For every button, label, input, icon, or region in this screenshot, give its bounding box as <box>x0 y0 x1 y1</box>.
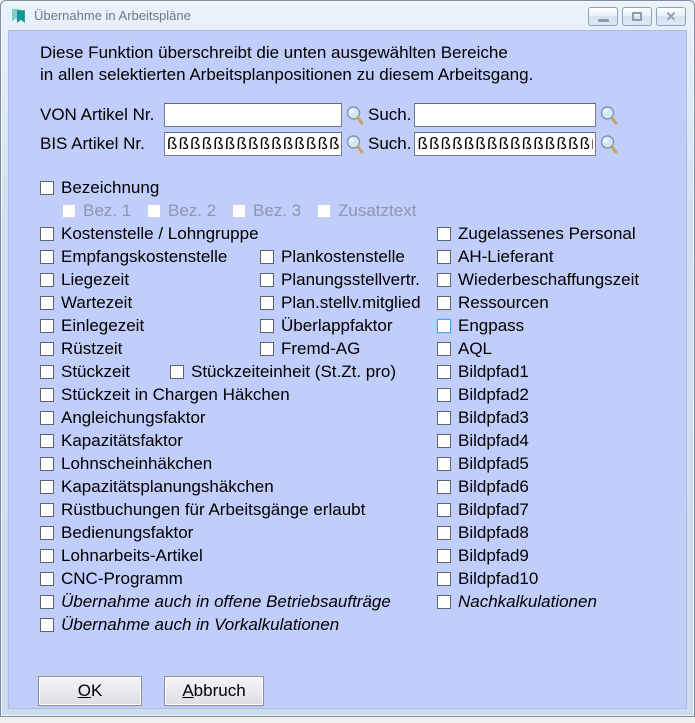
checkbox-row <box>9 590 686 613</box>
checkbox-row <box>9 291 686 314</box>
abbruch-button-label: A <box>182 681 194 700</box>
von-artikel-row <box>40 102 622 128</box>
close-button[interactable] <box>656 7 686 26</box>
checkbox-item-liegezeit[interactable] <box>40 268 129 291</box>
checkbox-bezeichnung[interactable] <box>40 181 54 195</box>
checkbox-item-stueckzeiteinheit[interactable] <box>170 360 396 383</box>
checkbox-label-bildpfad1: Bildpfad1 <box>458 361 529 381</box>
checkbox-label-empfangskostenstelle: Empfangskostenstelle <box>61 246 228 266</box>
checkbox-label-uebernahme-offene-betriebsauftraege: Übernahme auch in offene Betriebsaufträge <box>61 591 391 611</box>
checkbox-uebernahme-vorkalkulationen[interactable] <box>40 618 54 632</box>
checkbox-label-plankostenstelle: Plankostenstelle <box>281 246 405 266</box>
maximize-button[interactable] <box>622 7 652 26</box>
ok-button-label: O <box>77 681 91 700</box>
search-icon[interactable] <box>345 105 365 126</box>
checkbox-label-bez-2: Bez. 2 <box>168 200 217 220</box>
checkbox-item-ruestbuchungen-fuer-arbeitsgaenge-erlaubt[interactable] <box>40 498 365 521</box>
checkbox-bez-3 <box>232 204 246 218</box>
checkbox-bildpfad7[interactable] <box>437 503 451 517</box>
checkbox-angleichungsfaktor[interactable] <box>40 411 54 425</box>
app-bookmark-icon <box>11 8 27 24</box>
ok-button-label-rest: K <box>90 681 103 700</box>
checkbox-label-bez-3: Bez. 3 <box>253 200 302 220</box>
checkbox-bildpfad1[interactable] <box>437 365 451 379</box>
checkbox-label-cnc-programm: CNC-Programm <box>61 568 183 588</box>
von-such-input[interactable] <box>414 103 596 127</box>
checkbox-item-bildpfad8[interactable] <box>437 521 529 544</box>
checkbox-label-ueberlappfaktor: Überlappfaktor <box>281 315 393 335</box>
checkbox-label-ressourcen: Ressourcen <box>458 292 549 312</box>
checkbox-item-bez-3 <box>232 199 301 222</box>
checkbox-item-engpass[interactable] <box>437 314 524 337</box>
checkbox-row <box>9 245 686 268</box>
checkbox-label-stueckzeit: Stückzeit <box>61 361 130 381</box>
bis-artikel-label: BIS Artikel Nr. <box>40 134 145 153</box>
bis-artikel-input[interactable] <box>164 132 342 156</box>
checkbox-row <box>9 429 686 452</box>
checkbox-grid <box>9 176 686 636</box>
checkbox-item-fremd-ag[interactable] <box>260 337 360 360</box>
checkbox-row <box>9 475 686 498</box>
checkbox-item-kostenstelle-lohngruppe[interactable] <box>40 222 259 245</box>
checkbox-item-lohnscheinhaekchen[interactable] <box>40 452 212 475</box>
checkbox-planungsstellvertr[interactable] <box>260 273 274 287</box>
checkbox-label-zusatztext: Zusatztext <box>338 200 417 220</box>
checkbox-row <box>9 176 686 199</box>
search-icon[interactable] <box>599 105 619 126</box>
checkbox-label-engpass: Engpass <box>458 315 525 335</box>
checkbox-plan-stellv-mitglied[interactable] <box>260 296 274 310</box>
title-bar[interactable] <box>1 1 694 30</box>
bis-such-label: Such. <box>368 134 412 153</box>
checkbox-zusatztext <box>317 204 331 218</box>
checkbox-ruestbuchungen-fuer-arbeitsgaenge-erlaubt[interactable] <box>40 503 54 517</box>
checkbox-label-plan-stellv-mitglied: Plan.stellv.mitglied <box>281 292 421 312</box>
checkbox-aql[interactable] <box>437 342 451 356</box>
checkbox-bildpfad2[interactable] <box>437 388 451 402</box>
checkbox-label-stueckzeit-in-chargen-haekchen: Stückzeit in Chargen Häkchen <box>61 384 290 404</box>
checkbox-label-wiederbeschaffungszeit: Wiederbeschaffungszeit <box>458 269 640 289</box>
checkbox-ah-lieferant[interactable] <box>437 250 451 264</box>
checkbox-bildpfad6[interactable] <box>437 480 451 494</box>
checkbox-label-bildpfad2: Bildpfad2 <box>458 384 529 404</box>
minimize-button[interactable] <box>588 7 618 26</box>
checkbox-item-bildpfad5[interactable] <box>437 452 529 475</box>
checkbox-item-zugelassenes-personal[interactable] <box>437 222 636 245</box>
checkbox-row <box>9 498 686 521</box>
checkbox-label-aql: AQL <box>458 338 493 358</box>
checkbox-empfangskostenstelle[interactable] <box>40 250 54 264</box>
checkbox-item-bildpfad1[interactable] <box>437 360 529 383</box>
checkbox-label-kapazitaetsplanungshaekchen: Kapazitätsplanungshäkchen <box>61 476 274 496</box>
checkbox-item-stueckzeit[interactable] <box>40 360 130 383</box>
checkbox-label-bedienungsfaktor: Bedienungsfaktor <box>61 522 194 542</box>
checkbox-label-lohnarbeits-artikel: Lohnarbeits-Artikel <box>61 545 203 565</box>
checkbox-fremd-ag[interactable] <box>260 342 274 356</box>
checkbox-item-ueberlappfaktor[interactable] <box>260 314 393 337</box>
checkbox-label-bildpfad8: Bildpfad8 <box>458 522 529 542</box>
checkbox-label-angleichungsfaktor: Angleichungsfaktor <box>61 407 206 427</box>
intro-line-1: Diese Funktion überschreibt die unten ausgewählten Bereiche <box>40 43 508 62</box>
checkbox-bildpfad9[interactable] <box>437 549 451 563</box>
checkbox-row <box>9 452 686 475</box>
checkbox-label-bez-1: Bez. 1 <box>83 200 132 220</box>
checkbox-bildpfad8[interactable] <box>437 526 451 540</box>
checkbox-bez-2 <box>147 204 161 218</box>
checkbox-label-bildpfad10: Bildpfad10 <box>458 568 539 588</box>
minimize-icon <box>598 19 609 22</box>
checkbox-label-ah-lieferant: AH-Lieferant <box>458 246 554 266</box>
checkbox-label-kostenstelle-lohngruppe: Kostenstelle / Lohngruppe <box>61 223 259 243</box>
checkbox-item-planungsstellvertr[interactable] <box>260 268 420 291</box>
checkbox-item-bildpfad7[interactable] <box>437 498 529 521</box>
checkbox-item-plankostenstelle[interactable] <box>260 245 405 268</box>
checkbox-zugelassenes-personal[interactable] <box>437 227 451 241</box>
checkbox-label-liegezeit: Liegezeit <box>61 269 130 289</box>
checkbox-liegezeit[interactable] <box>40 273 54 287</box>
checkbox-item-kapazitaetsfaktor[interactable] <box>40 429 183 452</box>
dialog-content <box>8 30 687 709</box>
window-controls <box>584 7 686 26</box>
checkbox-cnc-programm[interactable] <box>40 572 54 586</box>
checkbox-item-bildpfad4[interactable] <box>437 429 529 452</box>
checkbox-label-bildpfad4: Bildpfad4 <box>458 430 529 450</box>
checkbox-item-bildpfad3[interactable] <box>437 406 529 429</box>
checkbox-label-bildpfad3: Bildpfad3 <box>458 407 529 427</box>
checkbox-row <box>9 199 686 222</box>
checkbox-ueberlappfaktor[interactable] <box>260 319 274 333</box>
checkbox-item-ressourcen[interactable] <box>437 291 549 314</box>
checkbox-kapazitaetsplanungshaekchen[interactable] <box>40 480 54 494</box>
checkbox-row <box>9 521 686 544</box>
checkbox-item-wiederbeschaffungszeit[interactable] <box>437 268 639 291</box>
checkbox-row <box>9 314 686 337</box>
checkbox-item-kapazitaetsplanungshaekchen[interactable] <box>40 475 274 498</box>
checkbox-row <box>9 544 686 567</box>
von-such-label: Such. <box>368 105 412 124</box>
ok-button[interactable] <box>38 676 142 706</box>
checkbox-label-fremd-ag: Fremd-AG <box>281 338 361 358</box>
checkbox-item-bildpfad10[interactable] <box>437 567 538 590</box>
checkbox-row <box>9 567 686 590</box>
checkbox-item-bedienungsfaktor[interactable] <box>40 521 193 544</box>
checkbox-stueckzeiteinheit[interactable] <box>170 365 184 379</box>
checkbox-item-lohnarbeits-artikel[interactable] <box>40 544 203 567</box>
checkbox-label-stueckzeiteinheit: Stückzeiteinheit (St.Zt. pro) <box>191 361 397 381</box>
checkbox-item-angleichungsfaktor[interactable] <box>40 406 206 429</box>
checkbox-row <box>9 613 686 636</box>
checkbox-item-plan-stellv-mitglied[interactable] <box>260 291 421 314</box>
checkbox-item-ruestzeit[interactable] <box>40 337 122 360</box>
checkbox-bildpfad4[interactable] <box>437 434 451 448</box>
checkbox-label-bildpfad9: Bildpfad9 <box>458 545 529 565</box>
checkbox-plankostenstelle[interactable] <box>260 250 274 264</box>
checkbox-item-empfangskostenstelle[interactable] <box>40 245 227 268</box>
checkbox-item-bildpfad6[interactable] <box>437 475 529 498</box>
checkbox-label-einlegezeit: Einlegezeit <box>61 315 145 335</box>
intro-text <box>40 42 533 86</box>
checkbox-nachkalkulationen[interactable] <box>437 595 451 609</box>
search-icon[interactable] <box>345 134 365 155</box>
checkbox-label-bildpfad5: Bildpfad5 <box>458 453 529 473</box>
checkbox-item-einlegezeit[interactable] <box>40 314 144 337</box>
checkbox-item-cnc-programm[interactable] <box>40 567 183 590</box>
checkbox-row <box>9 406 686 429</box>
checkbox-row <box>9 360 686 383</box>
intro-line-2: in allen selektierten Arbeitsplanpositionen zu diesem Arbeitsgang. <box>40 65 534 84</box>
abbruch-button-label-rest: bbruch <box>193 681 246 700</box>
checkbox-item-bez-2 <box>147 199 216 222</box>
checkbox-label-zugelassenes-personal: Zugelassenes Personal <box>458 223 636 243</box>
checkbox-row <box>9 222 686 245</box>
checkbox-item-bildpfad9[interactable] <box>437 544 529 567</box>
checkbox-label-lohnscheinhaekchen: Lohnscheinhäkchen <box>61 453 213 473</box>
bis-artikel-row <box>40 131 622 157</box>
checkbox-ressourcen[interactable] <box>437 296 451 310</box>
checkbox-item-nachkalkulationen[interactable] <box>437 590 597 613</box>
close-icon: ✕ <box>665 9 677 24</box>
search-icon[interactable] <box>599 134 619 155</box>
checkbox-engpass[interactable] <box>437 319 451 333</box>
maximize-icon <box>632 12 642 21</box>
checkbox-item-stueckzeit-in-chargen-haekchen[interactable] <box>40 383 290 406</box>
checkbox-label-kapazitaetsfaktor: Kapazitätsfaktor <box>61 430 183 450</box>
checkbox-label-planungsstellvertr: Planungsstellvertr. <box>281 269 420 289</box>
checkbox-uebernahme-offene-betriebsauftraege[interactable] <box>40 595 54 609</box>
checkbox-item-bildpfad2[interactable] <box>437 383 529 406</box>
checkbox-item-aql[interactable] <box>437 337 492 360</box>
checkbox-label-bildpfad6: Bildpfad6 <box>458 476 529 496</box>
checkbox-kapazitaetsfaktor[interactable] <box>40 434 54 448</box>
checkbox-kostenstelle-lohngruppe[interactable] <box>40 227 54 241</box>
checkbox-ruestzeit[interactable] <box>40 342 54 356</box>
checkbox-einlegezeit[interactable] <box>40 319 54 333</box>
checkbox-wiederbeschaffungszeit[interactable] <box>437 273 451 287</box>
von-artikel-input[interactable] <box>164 103 342 127</box>
checkbox-lohnscheinhaekchen[interactable] <box>40 457 54 471</box>
checkbox-bildpfad10[interactable] <box>437 572 451 586</box>
checkbox-wartezeit[interactable] <box>40 296 54 310</box>
checkbox-item-bez-1 <box>62 199 131 222</box>
checkbox-label-bildpfad7: Bildpfad7 <box>458 499 529 519</box>
checkbox-label-nachkalkulationen: Nachkalkulationen <box>458 591 597 611</box>
checkbox-item-zusatztext <box>317 199 416 222</box>
checkbox-item-bezeichnung[interactable] <box>40 176 159 199</box>
checkbox-row <box>9 268 686 291</box>
checkbox-item-ah-lieferant[interactable] <box>437 245 553 268</box>
checkbox-item-wartezeit[interactable] <box>40 291 132 314</box>
von-artikel-label: VON Artikel Nr. <box>40 105 155 124</box>
checkbox-item-uebernahme-offene-betriebsauftraege[interactable] <box>40 590 391 613</box>
checkbox-stueckzeit[interactable] <box>40 365 54 379</box>
bis-such-input[interactable] <box>414 132 596 156</box>
checkbox-stueckzeit-in-chargen-haekchen[interactable] <box>40 388 54 402</box>
checkbox-lohnarbeits-artikel[interactable] <box>40 549 54 563</box>
window-title: Übernahme in Arbeitspläne <box>34 8 191 23</box>
checkbox-bedienungsfaktor[interactable] <box>40 526 54 540</box>
checkbox-label-ruestzeit: Rüstzeit <box>61 338 123 358</box>
checkbox-label-bezeichnung: Bezeichnung <box>61 177 160 197</box>
abbruch-button[interactable] <box>164 676 264 706</box>
checkbox-label-wartezeit: Wartezeit <box>61 292 133 312</box>
checkbox-bildpfad5[interactable] <box>437 457 451 471</box>
checkbox-bez-1 <box>62 204 76 218</box>
checkbox-row <box>9 383 686 406</box>
checkbox-label-uebernahme-vorkalkulationen: Übernahme auch in Vorkalkulationen <box>61 614 340 634</box>
checkbox-item-uebernahme-vorkalkulationen[interactable] <box>40 613 339 636</box>
checkbox-bildpfad3[interactable] <box>437 411 451 425</box>
checkbox-row <box>9 337 686 360</box>
checkbox-label-ruestbuchungen-fuer-arbeitsgaenge-erlaubt: Rüstbuchungen für Arbeitsgänge erlaubt <box>61 499 366 519</box>
